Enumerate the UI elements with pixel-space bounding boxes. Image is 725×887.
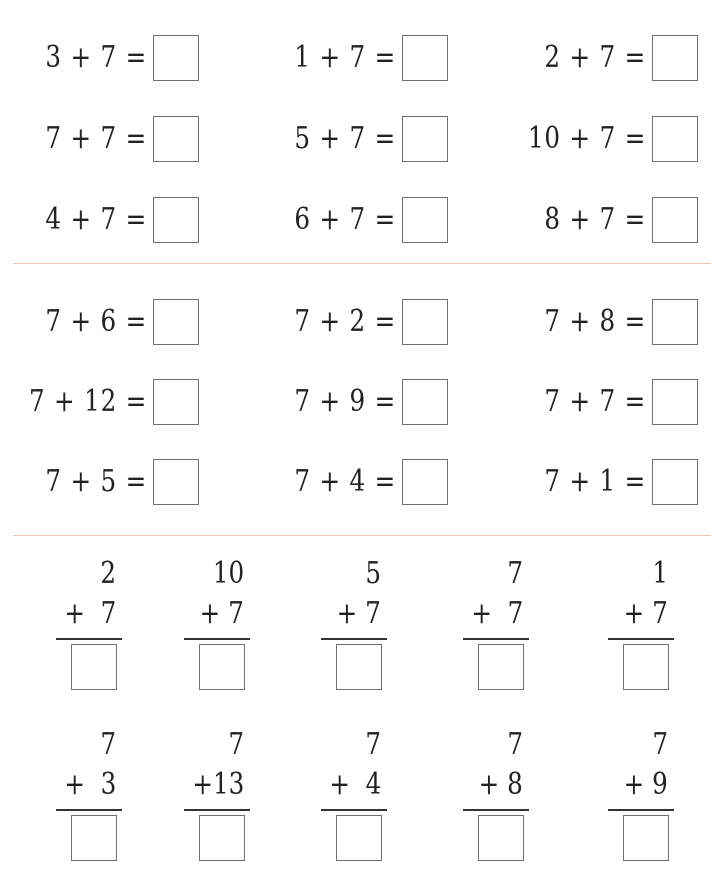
answer-box[interactable] [402,35,448,81]
problem [0,457,199,537]
answer-box[interactable] [402,459,448,505]
problem [0,33,199,113]
problem-expression: 7 + 2 = [294,304,396,339]
sum-line [463,809,529,811]
problem-expression: 7 + 4 = [294,464,396,499]
addend-top: 7 [507,727,523,762]
addend-top: 7 [652,727,668,762]
problem [0,114,199,194]
problem-expression: 2 + 7 = [544,40,646,75]
addend-bottom: + 4 [329,767,381,802]
vertical-problem [608,556,678,716]
problem-expression: 7 + 7 = [45,121,147,156]
problem [460,114,698,194]
addend-bottom: + 7 [64,596,116,631]
problem [0,297,199,377]
problem-expression: 7 + 6 = [45,304,147,339]
answer-box[interactable] [402,197,448,243]
answer-box[interactable] [623,815,669,861]
addend-bottom: + 8 [478,767,523,802]
addend-bottom: + 7 [471,596,523,631]
vertical-problem [184,556,254,716]
addend-bottom: +13 [192,767,244,802]
problem [220,457,448,537]
addend-top: 1 [652,556,668,591]
answer-box[interactable] [71,815,117,861]
problem [460,377,698,457]
answer-box[interactable] [153,197,199,243]
addend-top: 5 [365,556,381,591]
answer-box[interactable] [652,197,698,243]
answer-box[interactable] [153,35,199,81]
sum-line [184,809,250,811]
problem-expression: 1 + 7 = [294,40,396,75]
vertical-problem [321,556,391,716]
answer-box[interactable] [652,379,698,425]
vertical-problem [184,727,254,887]
vertical-problem [321,727,391,887]
problem [460,297,698,377]
answer-box[interactable] [199,644,245,690]
problem-expression: 4 + 7 = [45,202,147,237]
answer-box[interactable] [623,644,669,690]
addend-bottom: + 9 [623,767,668,802]
problem-expression: 7 + 8 = [544,304,646,339]
sum-line [321,638,387,640]
answer-box[interactable] [478,815,524,861]
addend-top: 7 [100,727,116,762]
problem-expression: 7 + 1 = [544,464,646,499]
problem-expression: 7 + 7 = [544,384,646,419]
addend-top: 7 [365,727,381,762]
answer-box[interactable] [478,644,524,690]
answer-box[interactable] [652,116,698,162]
sum-line [463,638,529,640]
sum-line [56,638,122,640]
answer-box[interactable] [402,299,448,345]
vertical-problem [56,727,126,887]
answer-box[interactable] [71,644,117,690]
answer-box[interactable] [652,299,698,345]
answer-box[interactable] [153,299,199,345]
vertical-problem [608,727,678,887]
problem [220,297,448,377]
problem [220,377,448,457]
problem-expression: 7 + 9 = [294,384,396,419]
problem [0,377,199,457]
addend-bottom: + 7 [336,596,381,631]
answer-box[interactable] [153,459,199,505]
answer-box[interactable] [336,644,382,690]
problem [460,33,698,113]
problem [220,33,448,113]
answer-box[interactable] [402,379,448,425]
problem-expression: 7 + 12 = [28,384,147,419]
addend-bottom: + 7 [623,596,668,631]
section-divider [13,263,711,264]
problem-expression: 8 + 7 = [544,202,646,237]
answer-box[interactable] [402,116,448,162]
sum-line [608,638,674,640]
problem [220,114,448,194]
sum-line [184,638,250,640]
answer-box[interactable] [336,815,382,861]
problem-expression: 7 + 5 = [45,464,147,499]
answer-box[interactable] [199,815,245,861]
answer-box[interactable] [153,379,199,425]
addend-top: 10 [212,556,244,591]
section-divider [13,535,711,536]
addend-bottom: + 3 [64,767,116,802]
addend-top: 7 [507,556,523,591]
addend-top: 2 [100,556,116,591]
problem [460,457,698,537]
answer-box[interactable] [652,459,698,505]
vertical-problem [463,556,533,716]
problem-expression: 10 + 7 = [527,121,646,156]
sum-line [321,809,387,811]
sum-line [56,809,122,811]
problem-expression: 3 + 7 = [45,40,147,75]
addend-top: 7 [228,727,244,762]
addend-bottom: + 7 [199,596,244,631]
problem-expression: 5 + 7 = [294,121,396,156]
sum-line [608,809,674,811]
vertical-problem [463,727,533,887]
vertical-problem [56,556,126,716]
answer-box[interactable] [153,116,199,162]
problem-expression: 6 + 7 = [294,202,396,237]
answer-box[interactable] [652,35,698,81]
